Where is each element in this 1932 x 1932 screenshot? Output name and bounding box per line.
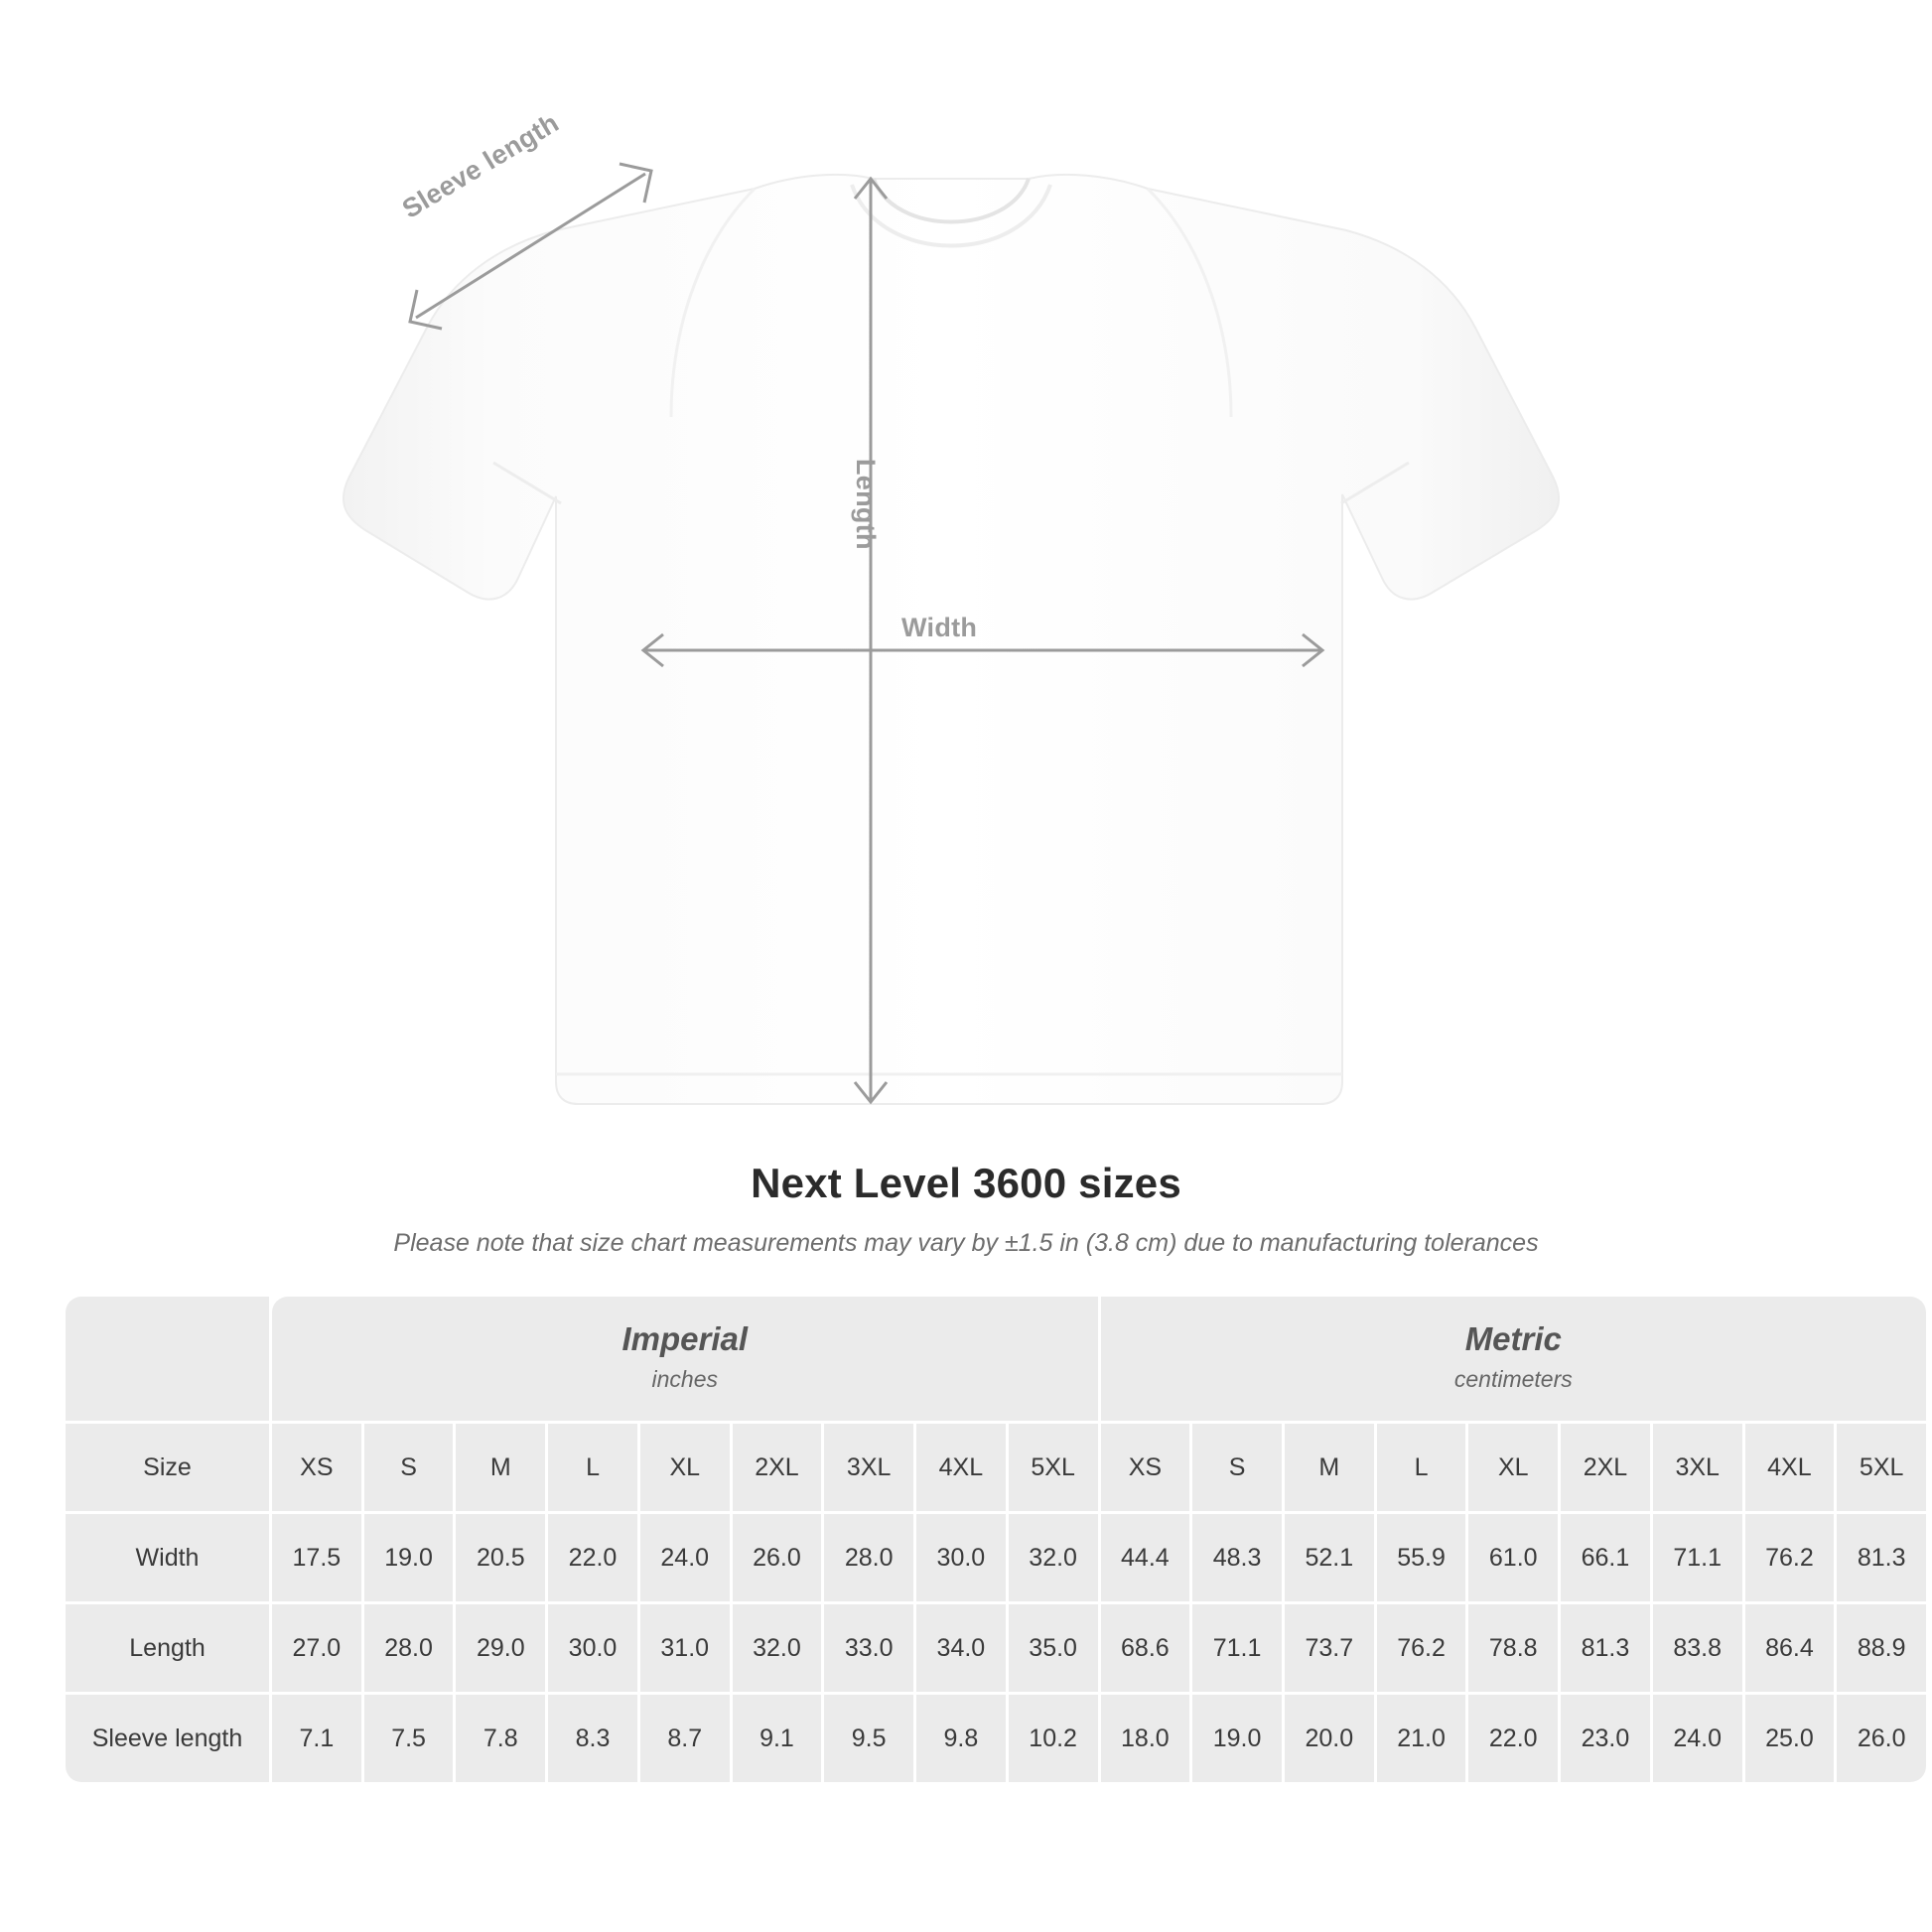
table-row bbox=[66, 1695, 1926, 1782]
measurement-cell: 26.0 bbox=[733, 1514, 822, 1601]
measurement-cell: 23.0 bbox=[1561, 1695, 1650, 1782]
size-column-header: XL bbox=[640, 1424, 730, 1511]
size-column-header: M bbox=[1285, 1424, 1374, 1511]
measurement-cell: 86.4 bbox=[1745, 1604, 1835, 1692]
measurement-cell: 8.3 bbox=[548, 1695, 637, 1782]
measurement-cell: 26.0 bbox=[1837, 1695, 1926, 1782]
size-chart-table bbox=[63, 1294, 1929, 1785]
measurement-cell: 55.9 bbox=[1377, 1514, 1466, 1601]
page-title: Next Level 3600 sizes bbox=[751, 1160, 1181, 1206]
size-column-header: L bbox=[548, 1424, 637, 1511]
measurement-cell: 21.0 bbox=[1377, 1695, 1466, 1782]
size-column-header: S bbox=[1192, 1424, 1282, 1511]
measurement-cell: 44.4 bbox=[1101, 1514, 1190, 1601]
measurement-row-label: Width bbox=[66, 1514, 269, 1601]
size-column-header: 3XL bbox=[1653, 1424, 1742, 1511]
measurement-cell: 66.1 bbox=[1561, 1514, 1650, 1601]
unit-group-sub: inches bbox=[651, 1366, 718, 1392]
measurement-cell: 71.1 bbox=[1653, 1514, 1742, 1601]
measurement-cell: 22.0 bbox=[548, 1514, 637, 1601]
table-row bbox=[66, 1604, 1926, 1692]
table-corner-cell bbox=[66, 1297, 269, 1421]
measurement-cell: 32.0 bbox=[733, 1604, 822, 1692]
measurement-cell: 25.0 bbox=[1745, 1695, 1835, 1782]
measurement-cell: 7.1 bbox=[272, 1695, 361, 1782]
measurement-cell: 31.0 bbox=[640, 1604, 730, 1692]
measurement-cell: 81.3 bbox=[1837, 1514, 1926, 1601]
measurement-cell: 32.0 bbox=[1009, 1514, 1098, 1601]
measurement-cell: 19.0 bbox=[364, 1514, 454, 1601]
size-column-header: 5XL bbox=[1837, 1424, 1926, 1511]
unit-group-header-metric bbox=[1101, 1297, 1927, 1421]
size-header-label: Size bbox=[66, 1424, 269, 1511]
size-column-header: 4XL bbox=[1745, 1424, 1835, 1511]
measurement-cell: 28.0 bbox=[824, 1514, 913, 1601]
size-column-header: M bbox=[456, 1424, 545, 1511]
measurement-cell: 30.0 bbox=[548, 1604, 637, 1692]
size-column-header: XL bbox=[1468, 1424, 1558, 1511]
tolerance-note: Please note that size chart measurements may vary by ±1.5 in (3.8 cm) due to manufacturing tolerances bbox=[393, 1229, 1539, 1257]
measurement-cell: 17.5 bbox=[272, 1514, 361, 1601]
measurement-row-label: Length bbox=[66, 1604, 269, 1692]
measurement-cell: 28.0 bbox=[364, 1604, 454, 1692]
measurement-cell: 9.5 bbox=[824, 1695, 913, 1782]
size-column-header: 5XL bbox=[1009, 1424, 1098, 1511]
size-column-header: 2XL bbox=[733, 1424, 822, 1511]
measurement-cell: 9.8 bbox=[916, 1695, 1006, 1782]
measurement-cell: 24.0 bbox=[640, 1514, 730, 1601]
measurement-cell: 7.5 bbox=[364, 1695, 454, 1782]
measurement-cell: 19.0 bbox=[1192, 1695, 1282, 1782]
table-row bbox=[66, 1514, 1926, 1601]
unit-group-name: Imperial bbox=[621, 1320, 749, 1357]
measurement-cell: 48.3 bbox=[1192, 1514, 1282, 1601]
measurement-cell: 35.0 bbox=[1009, 1604, 1098, 1692]
measurement-cell: 88.9 bbox=[1837, 1604, 1926, 1692]
unit-group-header-imperial bbox=[272, 1297, 1098, 1421]
measurement-cell: 71.1 bbox=[1192, 1604, 1282, 1692]
unit-header-row bbox=[66, 1297, 1926, 1421]
measurement-cell: 52.1 bbox=[1285, 1514, 1374, 1601]
measurement-cell: 8.7 bbox=[640, 1695, 730, 1782]
measurement-row-label: Sleeve length bbox=[66, 1695, 269, 1782]
width-label: Width bbox=[901, 613, 978, 642]
unit-group-sub: centimeters bbox=[1453, 1366, 1573, 1392]
size-column-header: 3XL bbox=[824, 1424, 913, 1511]
measurement-cell: 73.7 bbox=[1285, 1604, 1374, 1692]
measurement-cell: 76.2 bbox=[1377, 1604, 1466, 1692]
measurement-cell: 20.0 bbox=[1285, 1695, 1374, 1782]
measurement-cell: 78.8 bbox=[1468, 1604, 1558, 1692]
size-column-header: S bbox=[364, 1424, 454, 1511]
measurement-cell: 30.0 bbox=[916, 1514, 1006, 1601]
measurement-cell: 29.0 bbox=[456, 1604, 545, 1692]
measurement-cell: 24.0 bbox=[1653, 1695, 1742, 1782]
title-block bbox=[0, 1160, 1932, 1258]
measurement-cell: 83.8 bbox=[1653, 1604, 1742, 1692]
measurement-cell: 81.3 bbox=[1561, 1604, 1650, 1692]
measurement-cell: 22.0 bbox=[1468, 1695, 1558, 1782]
length-label: Length bbox=[851, 459, 881, 550]
size-column-header: L bbox=[1377, 1424, 1466, 1511]
size-column-header: 4XL bbox=[916, 1424, 1006, 1511]
measurement-cell: 27.0 bbox=[272, 1604, 361, 1692]
measurement-cell: 9.1 bbox=[733, 1695, 822, 1782]
size-chart-table-wrap bbox=[63, 1294, 1906, 1785]
measurement-cell: 33.0 bbox=[824, 1604, 913, 1692]
sleeve-length-label: Sleeve length bbox=[397, 107, 565, 224]
measurement-cell: 68.6 bbox=[1101, 1604, 1190, 1692]
size-column-header: XS bbox=[1101, 1424, 1190, 1511]
size-header-row bbox=[66, 1424, 1926, 1511]
size-column-header: XS bbox=[272, 1424, 361, 1511]
unit-group-name: Metric bbox=[1464, 1320, 1562, 1357]
measurement-cell: 61.0 bbox=[1468, 1514, 1558, 1601]
measurement-cell: 20.5 bbox=[456, 1514, 545, 1601]
measurement-cell: 76.2 bbox=[1745, 1514, 1835, 1601]
size-chart-body bbox=[66, 1297, 1926, 1782]
measurement-cell: 10.2 bbox=[1009, 1695, 1098, 1782]
measurement-cell: 18.0 bbox=[1101, 1695, 1190, 1782]
measurement-cell: 7.8 bbox=[456, 1695, 545, 1782]
measurement-cell: 34.0 bbox=[916, 1604, 1006, 1692]
size-column-header: 2XL bbox=[1561, 1424, 1650, 1511]
